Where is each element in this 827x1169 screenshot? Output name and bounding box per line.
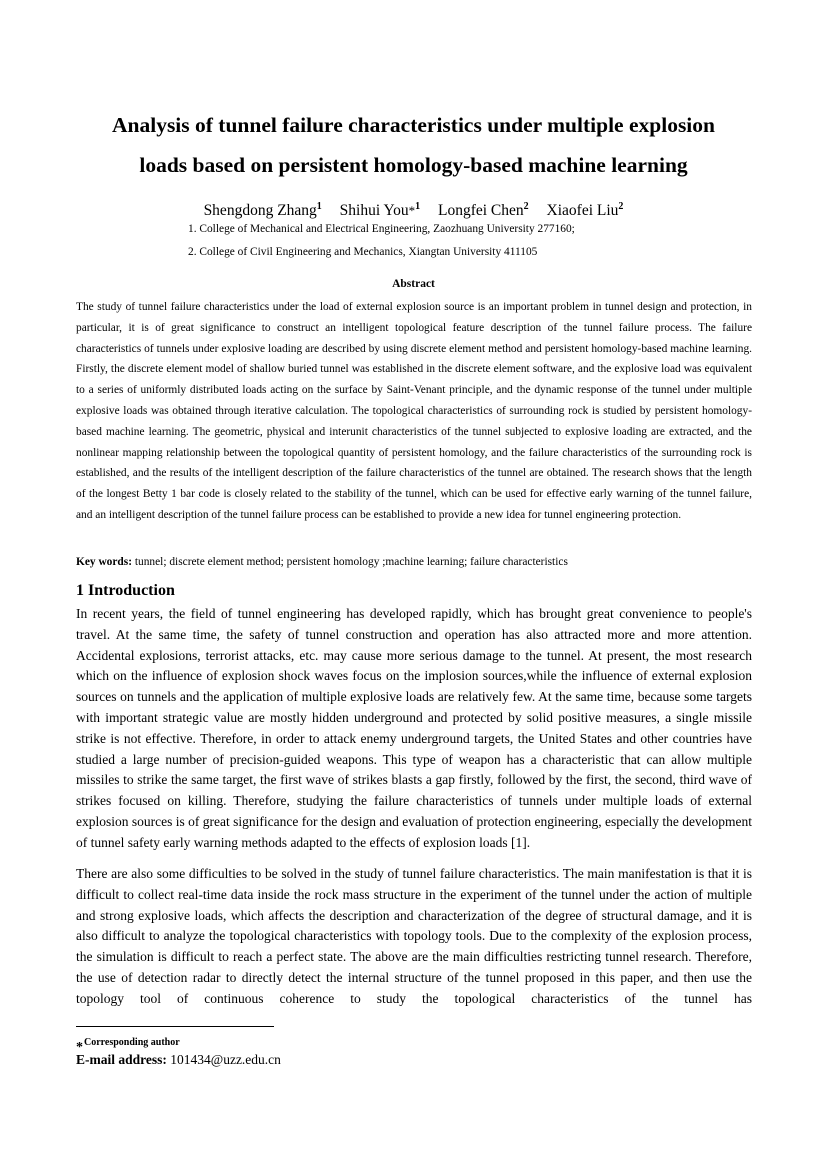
author-star: * — [408, 203, 416, 219]
keywords — [76, 556, 752, 568]
footnote-star: * — [76, 1040, 83, 1055]
email-line — [76, 1052, 281, 1068]
abstract-heading: Abstract — [392, 278, 435, 290]
footnote-corresponding-author — [76, 1034, 180, 1055]
footnote-label: Corresponding author — [84, 1037, 180, 1048]
author — [204, 202, 322, 219]
author-list — [0, 201, 827, 220]
author-name: Shengdong Zhang — [203, 202, 317, 220]
author-affiliation-number: 2 — [523, 201, 529, 212]
author — [340, 202, 420, 219]
footnote-divider — [76, 1026, 274, 1027]
keywords-text: tunnel; discrete element method; persistent homology ;machine learning; failure characteristics — [134, 556, 568, 568]
affiliation-1: 1. College of Mechanical and Electrical Engineering, Zaozhuang University 277160; — [188, 223, 575, 235]
email-label: E-mail address: — [76, 1052, 167, 1067]
abstract-text: The study of tunnel failure characteristics under the load of external explosion source is an important problem in tunnel design and protection, in particular, it is of great significance to construct an intelligent topological feature description of the tunnel failure process. The failure characteristics of tunnels under explosive loading are described by using discrete element method and persistent homology-based machine learning. Firstly, the discrete element model of shallow buried tunnel was established in the discrete element software, and the explosive load was equivalent to a series of uniformly distributed loads acting on the surface by Saint-Venant principle, and the dynamic response of the tunnel under multiple explosive loads was obtained through iterative calculation. The topological characteristics of surrounding rock is studied by persistent homology-based machine learning. The geometric, physical and interunit characteristics of the tunnel subjected to explosive loading are extracted, and the nonlinear mapping relationship between the topological quantity of persistent homology, and the failure characteristics of the surrounding rock is established, and the results of the intelligent description of the failure characteristics of the tunnel are obtained. The research shows that the length of the longest Betty 1 bar code is closely related to the stability of the tunnel, which can be used for effective early warning of the tunnel failure, and an intelligent description of the tunnel failure process can be established to provide a new idea for tunnel engineering protection. — [76, 301, 752, 521]
affiliation-2: 2. College of Civil Engineering and Mechanics, Xiangtan University 411105 — [188, 246, 538, 258]
author-affiliation-number: 2 — [618, 201, 624, 212]
email-address[interactable]: 101434@uzz.edu.cn — [170, 1052, 281, 1067]
author-name: Shihui You — [339, 202, 409, 220]
intro-paragraph-2: There are also some difficulties to be solved in the study of tunnel failure characteristics. The main manifestation is that it is difficult to collect real-time data inside the rock mass structure in the experiment of the tunnel under the action of multiple and strong explosive loads, which affects the description and characterization of the degree of structural damage, and it is also difficult to analyze the topological characteristics with topology tools. Due to the complexity of the explosion process, the simulation is difficult to reach a perfect state. The above are the main difficulties restricting tunnel research. Therefore, the use of detection radar to directly detect the internal structure of the tunnel proposed in this paper, and then use the topology tool of continuous coherence to study the topological characteristics of the tunnel has — [76, 866, 752, 1006]
paper-title-line-1: Analysis of tunnel failure characteristics under multiple explosion — [111, 113, 715, 137]
keywords-label: Key words: — [76, 556, 132, 568]
paper-title-line-2: loads based on persistent homology-based machine learning — [139, 153, 688, 177]
author — [438, 202, 529, 219]
author-name: Longfei Chen — [437, 202, 524, 220]
intro-paragraph-1: In recent years, the field of tunnel engineering has developed rapidly, which has brought great convenience to people's travel. At the same time, the safety of tunnel construction and operation has also attracted more and more attention. Accidental explosions, terrorist attacks, etc. may cause more serious damage to the tunnel. At present, the most research which on the influence of explosion shock waves focus on the implosion sources,while the influence of external explosion sources on tunnels and the application of multiple explosive loads are relatively few. At the same time, because some targets with important strategic value are mostly hidden underground and protected by solid positive measures, a single missile strike is not effective. Therefore, in order to attack enemy underground targets, the United States and other countries have studied a large number of precision-guided weapons. This type of weapon has a characteristic that can allow multiple missiles to strike the same target, the first wave of strikes blasts a gap firstly, followed by the first, the second, third wave of strikes focused on killing. Therefore, studying the failure characteristics of tunnels under multiple loads of external explosion sources is of great significance for the design and evaluation of protection engineering, especially the development of tunnel safety early warning methods adapted to the effects of explosion loads [1]. — [76, 606, 752, 850]
author-affiliation-number: 1 — [316, 201, 322, 212]
author — [547, 202, 624, 219]
author-affiliation-number: 1 — [415, 201, 421, 212]
section-heading-introduction: 1 Introduction — [76, 582, 175, 599]
author-name: Xiaofei Liu — [546, 202, 619, 220]
